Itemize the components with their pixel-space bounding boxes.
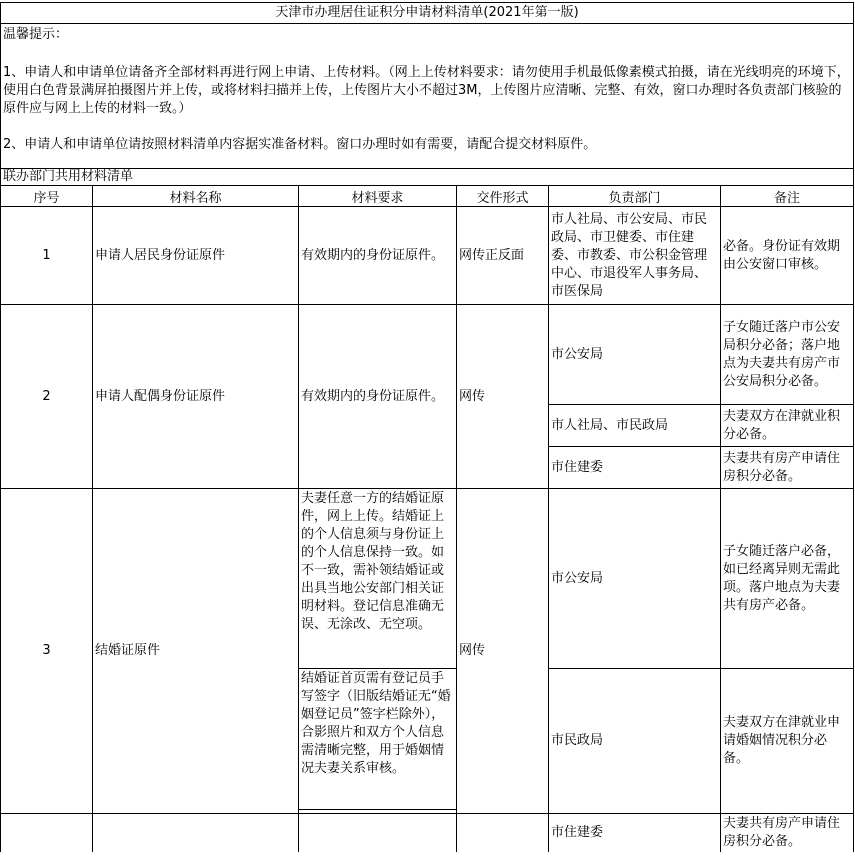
table-header-row [1,186,854,207]
responsible-department: 市人社局、市民政局 [549,405,721,447]
column-header: 负责部门 [549,186,721,207]
material-requirement: 有效期内的身份证原件。 [299,207,457,305]
responsible-department: 市公安局 [549,305,721,405]
material-name: 申请人居民身份证原件 [93,207,299,305]
column-header: 备注 [721,186,854,207]
notice-item-1: 1、申请人和申请单位请备齐全部材料再进行网上申请、上传材料。（网上上传材料要求：请勿使用手机最低像素模式拍摄，请在光线明亮的环境下，使用白色背景满屏拍摄图片并上传，或将材料扫描并上传，上传图片大小不超过3M，上传图片应清晰、完整、有效，窗口办理时各负责部门核验的原件应与网上上传的材料一致。） [3,65,850,116]
notice-block [1,24,854,169]
responsible-department: 市住建委 [549,447,721,489]
remark: 子女随迁落户市公安局积分必备；落户地点为夫妻共有房产市公安局积分必备。 [721,305,854,405]
material-requirement: 夫妻任意一方的结婚证原件，网上上传。结婚证上的个人信息须与身份证上的个人信息保持一致。如不一致，需补领结婚证或出具当地公安部门相关证明材料。登记信息准确无误、无涂改、无空项。 [299,489,457,669]
submission-form: 网传正反面 [457,207,549,305]
responsible-department: 市民政局 [549,669,721,814]
submission-form: 网传 [457,305,549,489]
material-requirement: 结婚证首页需有登记员手写签字（旧版结婚证无“婚姻登记员”签字栏除外），合影照片和双方个人信息需清晰完整，用于婚姻情况夫妻关系审核。 [299,669,457,810]
row-number: 1 [1,207,93,305]
row-number: 2 [1,305,93,489]
row-number-continued [1,814,93,853]
column-header: 材料要求 [299,186,457,207]
table-row [1,207,854,305]
material-name: 申请人配偶身份证原件 [93,305,299,489]
material-name-continued [93,814,299,853]
table-row [1,305,854,405]
column-header: 交件形式 [457,186,549,207]
remark: 子女随迁落户必备，如已经离异则无需此项。落户地点为夫妻共有房产必备。 [721,489,854,669]
responsible-department: 市公安局 [549,489,721,669]
remark: 必备。身份证有效期由公安窗口审核。 [721,207,854,305]
remark: 夫妻双方在津就业申请婚姻情况积分必备。 [721,669,854,814]
responsible-department: 市住建委 [549,814,721,853]
table-subrow [1,814,854,853]
column-header: 材料名称 [93,186,299,207]
responsible-department: 市人社局、市公安局、市民政局、市卫健委、市住建委、市教委、市公积金管理中心、市退役军人事务局、市医保局 [549,207,721,305]
remark: 夫妻共有房产申请住房积分必备。 [721,447,854,489]
section-title: 联办部门共用材料清单 [1,169,854,186]
page-title: 天津市办理居住证积分申请材料清单(2021年第一版) [1,3,854,24]
table-row [1,489,854,669]
notice-item-2: 2、申请人和申请单位请按照材料清单内容据实准备材料。窗口办理时如有需要，请配合提交材料原件。 [3,137,597,152]
row-number: 3 [1,489,93,814]
notice-heading: 温馨提示： [3,27,69,42]
materials-table [0,2,854,852]
remark: 夫妻双方在津就业积分必备。 [721,405,854,447]
submission-form: 网传 [457,489,549,814]
column-header: 序号 [1,186,93,207]
material-name: 结婚证原件 [93,489,299,814]
submission-form-continued [457,814,549,853]
material-requirement-empty [299,814,457,853]
remark: 夫妻共有房产申请住房积分必备。 [721,814,854,853]
material-requirement: 有效期内的身份证原件。 [299,305,457,489]
